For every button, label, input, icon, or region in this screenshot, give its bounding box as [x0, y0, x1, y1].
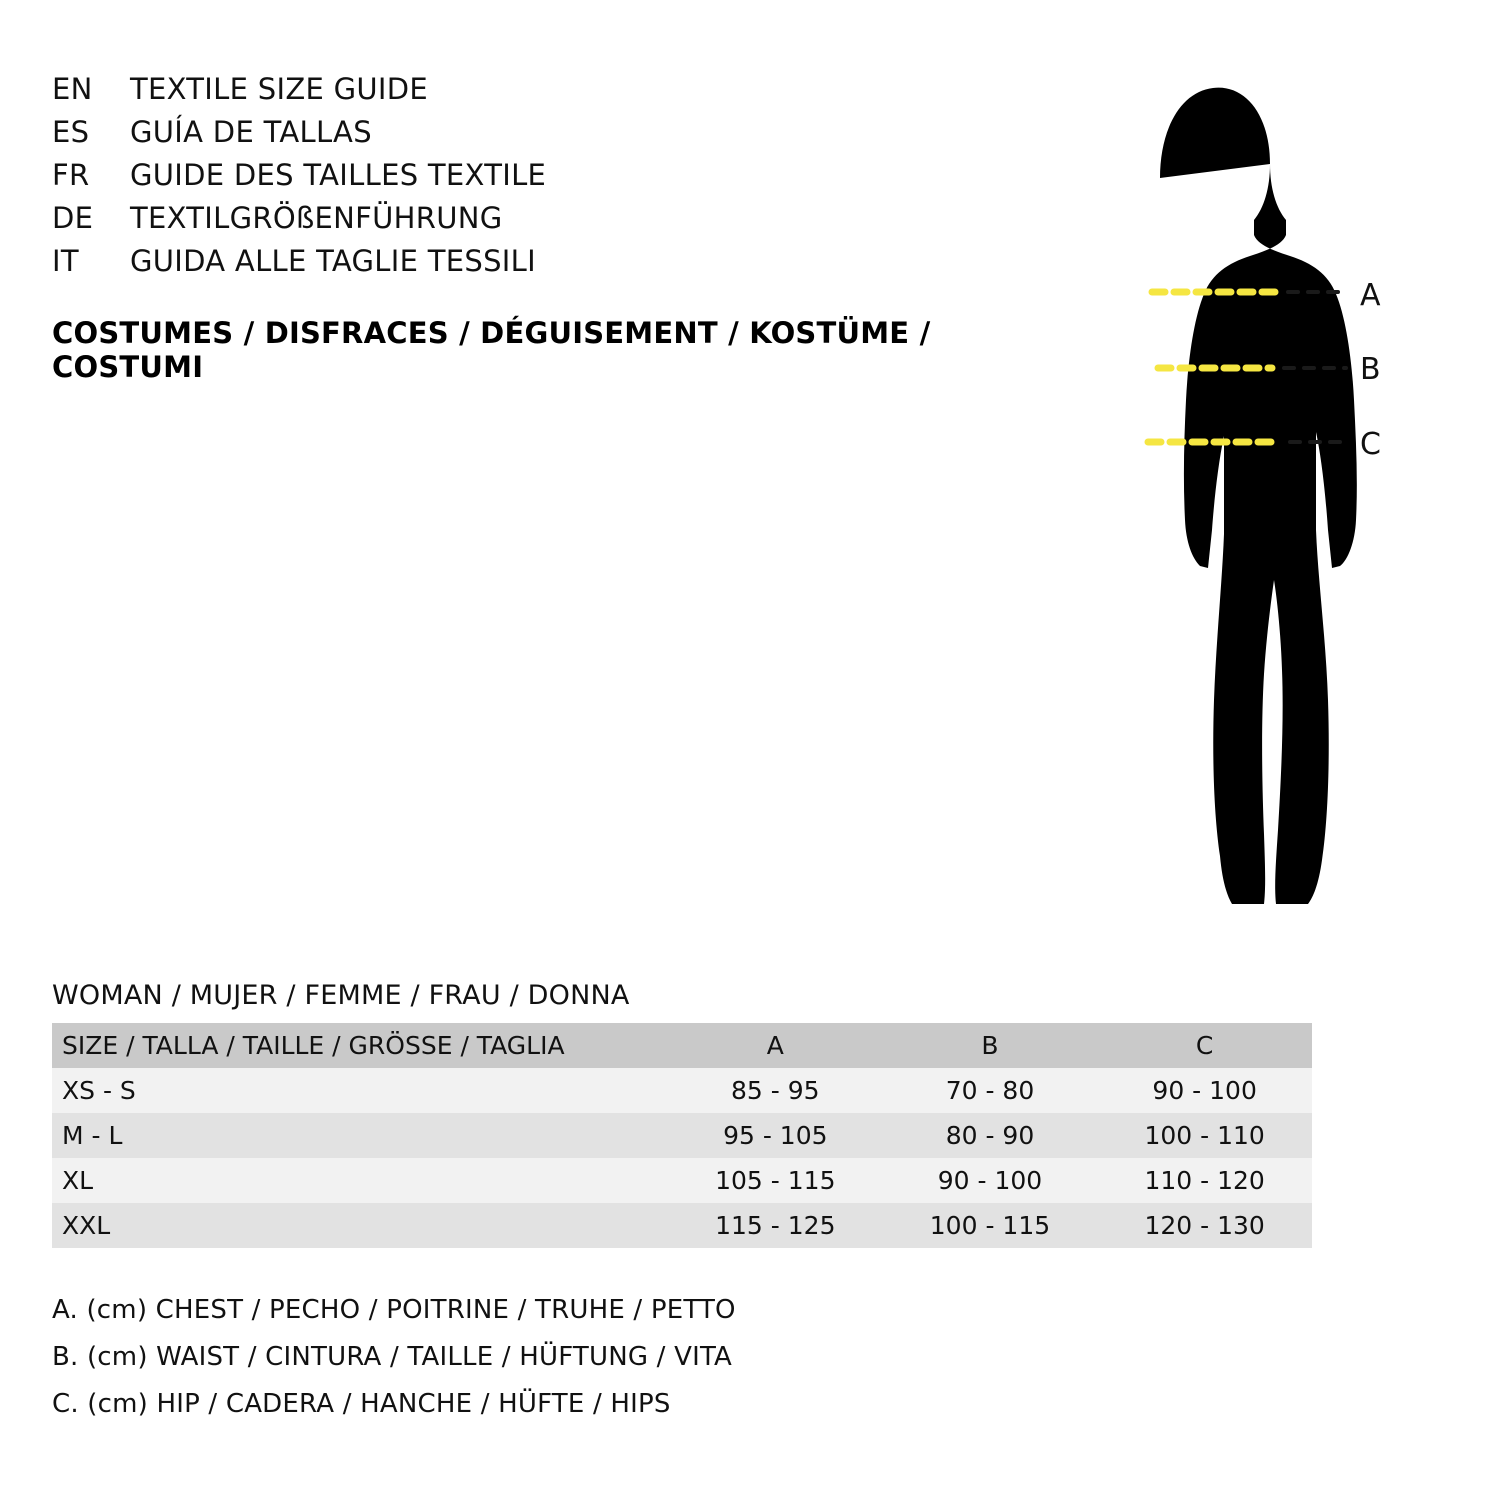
cell-hip: 120 - 130 — [1144, 1211, 1265, 1240]
cell-chest: 105 - 115 — [715, 1166, 836, 1195]
language-title: GUIDE DES TAILLES TEXTILE — [130, 158, 547, 192]
legend-line-b: B. (cm) WAIST / CINTURA / TAILLE / HÜFTUNG / VITA — [52, 1342, 733, 1372]
language-row-it — [52, 244, 1032, 278]
column-header-size: SIZE / TALLA / TAILLE / GRÖSSE / TAGLIA — [62, 1031, 565, 1060]
woman-silhouette-shape — [1160, 88, 1357, 904]
female-silhouette-diagram — [1060, 60, 1480, 940]
language-code: FR — [52, 158, 90, 192]
column-header-a: A — [766, 1031, 784, 1060]
language-row-es — [52, 115, 1032, 149]
column-header-c: C — [1195, 1031, 1214, 1060]
cell-size: M - L — [62, 1121, 123, 1150]
language-title: TEXTILGRÖßENFÜHRUNG — [130, 201, 503, 235]
costume-category-label: COSTUMES / DISFRACES / DÉGUISEMENT / KOSTÜME / COSTUMI — [52, 316, 931, 384]
table-row — [52, 1203, 1312, 1248]
column-header-b: B — [981, 1031, 999, 1060]
table-row — [52, 1158, 1312, 1203]
cell-waist: 100 - 115 — [929, 1211, 1051, 1240]
language-row-de — [52, 201, 1032, 235]
language-title: GUIDA ALLE TAGLIE TESSILI — [130, 244, 536, 278]
marker-label-c: C — [1360, 427, 1381, 462]
size-table-head — [52, 1023, 1312, 1068]
table-row — [52, 1113, 1312, 1158]
cell-hip: 110 - 120 — [1144, 1166, 1265, 1195]
legend-line-a: A. (cm) CHEST / PECHO / POITRINE / TRUHE / PETTO — [52, 1295, 736, 1325]
cell-chest: 85 - 95 — [731, 1076, 820, 1105]
size-table — [52, 1023, 1312, 1248]
table-header-row — [52, 1023, 1312, 1068]
language-title: GUÍA DE TALLAS — [130, 115, 372, 149]
table-caption: WOMAN / MUJER / FEMME / FRAU / DONNA — [52, 980, 630, 1011]
marker-label-a: A — [1360, 278, 1381, 313]
cell-waist: 70 - 80 — [945, 1076, 1035, 1105]
language-code: EN — [52, 72, 93, 106]
cell-waist: 90 - 100 — [937, 1166, 1043, 1195]
language-row-fr — [52, 158, 1032, 192]
marker-label-b: B — [1360, 352, 1381, 387]
cell-size: XS - S — [62, 1076, 136, 1105]
language-code: IT — [52, 244, 79, 278]
cell-hip: 100 - 110 — [1144, 1121, 1265, 1150]
table-row — [52, 1068, 1312, 1113]
cell-hip: 90 - 100 — [1152, 1076, 1257, 1105]
legend-line-c: C. (cm) HIP / CADERA / HANCHE / HÜFTE / HIPS — [52, 1389, 671, 1419]
size-guide-header — [52, 72, 1032, 384]
cell-chest: 95 - 105 — [723, 1121, 828, 1150]
language-row-en — [52, 72, 1032, 106]
language-title: TEXTILE SIZE GUIDE — [130, 72, 429, 106]
cell-chest: 115 - 125 — [715, 1211, 836, 1240]
size-table-section — [52, 980, 1322, 1248]
language-code: DE — [52, 201, 94, 235]
size-table-body — [52, 1068, 1312, 1248]
cell-waist: 80 - 90 — [945, 1121, 1035, 1150]
measurement-legend — [52, 1295, 952, 1436]
cell-size: XL — [62, 1166, 94, 1195]
language-code: ES — [52, 115, 90, 149]
cell-size: XXL — [62, 1211, 111, 1240]
silhouette-svg — [1060, 60, 1480, 940]
